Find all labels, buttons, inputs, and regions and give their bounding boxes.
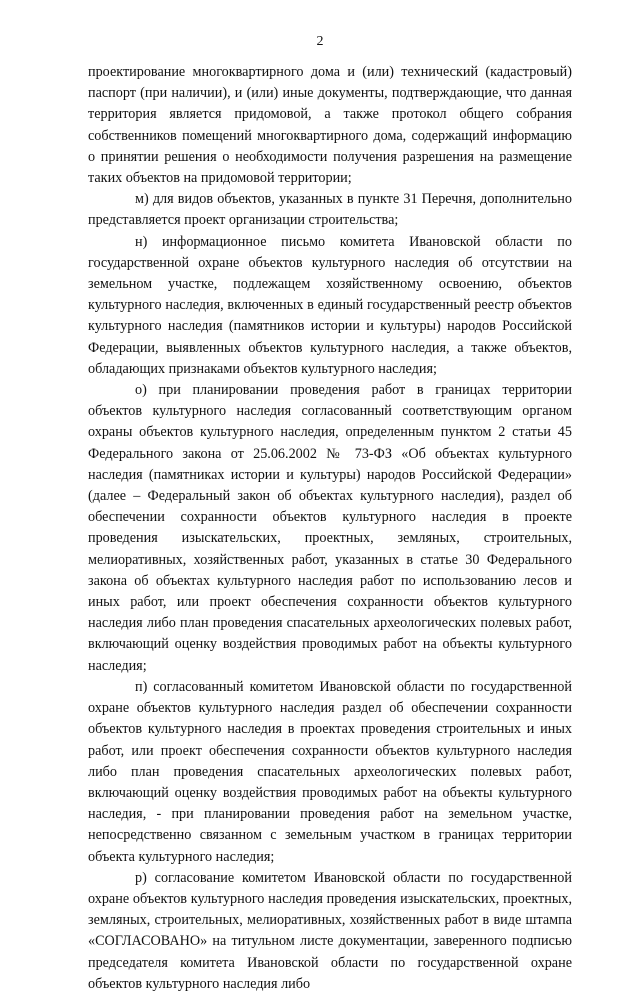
document-body [88,62,572,995]
paragraph-continuation: проектирование многоквартирного дома и (или) технический (кадастровый) паспорт (при наличии), и (или) иные документы, подтверждающие, что данная территория является придомовой, а также протокол общего собрания собственников помещений многоквартирного дома, содержащий информацию о принятии решения о необходимости получения разрешения на размещение таких объектов на придомовой территории; [88,64,572,187]
paragraph-item-o: о) при планировании проведения работ в границах территории объектов культурного наследия согласованный соответствующим органом охраны объектов культурного наследия, определенным пунктом 2 статьи 45 Федерального закона от 25.06.2002 № 73-ФЗ «Об объектах культурного наследия (памятниках истории и культуры) народов Российской Федерации» (далее – Федеральный закон об объектах культурного наследия), раздел об обеспечении сохранности объектов культурного наследия в проекте проведения изыскательских, проектных, земляных, строительных, мелиоративных, хозяйственных работ, указанных в статье 30 Федерального закона об объектах культурного наследия работ по использованию лесов и иных работ, или проект обеспечения сохранности объектов культурного наследия либо план проведения спасательных археологических полевых работ, включающий оценку воздействия проводимых работ на объекты культурного наследия; [88,382,572,674]
paragraph-item-m: м) для видов объектов, указанных в пункте 31 Перечня, дополнительно представляется проект организации строительства; [88,191,572,229]
paragraph-item-r: р) согласование комитетом Ивановской области по государственной охране объектов культурного наследия проведения изыскательских, проектных, земляных, строительных, мелиоративных, хозяйственных работ в виде штампа «СОГЛАСОВАНО» на титульном листе документации, заверенного подписью председателя комитета Ивановской области по государственной охране объектов культурного наследия либо [88,869,572,992]
paragraph-item-n: н) информационное письмо комитета Ивановской области по государственной охране объектов культурного наследия об отсутствии на земельном участке, подлежащем хозяйственному освоению, объектов культурного наследия, включенных в единый государственный реестр объектов культурного наследия (памятников истории и культуры) народов Российской Федерации, выявленных объектов культурного наследия, а также объектов, обладающих признаками объектов культурного наследия; [88,233,572,377]
page-number: 2 [316,34,324,49]
paragraph-item-p: п) согласованный комитетом Ивановской области по государственной охране объектов культурного наследия раздел об обеспечении сохранности объектов культурного наследия в проектах проведения строительных и иных работ, или проект обеспечения сохранности объектов культурного наследия либо план проведения спасательных археологических полевых работ, включающий оценку воздействия проводимых работ на объекты культурного наследия, - при планировании проведения работ на земельном участке, непосредственно связанном с земельным участком в границах территории объекта культурного наследия; [88,678,572,865]
